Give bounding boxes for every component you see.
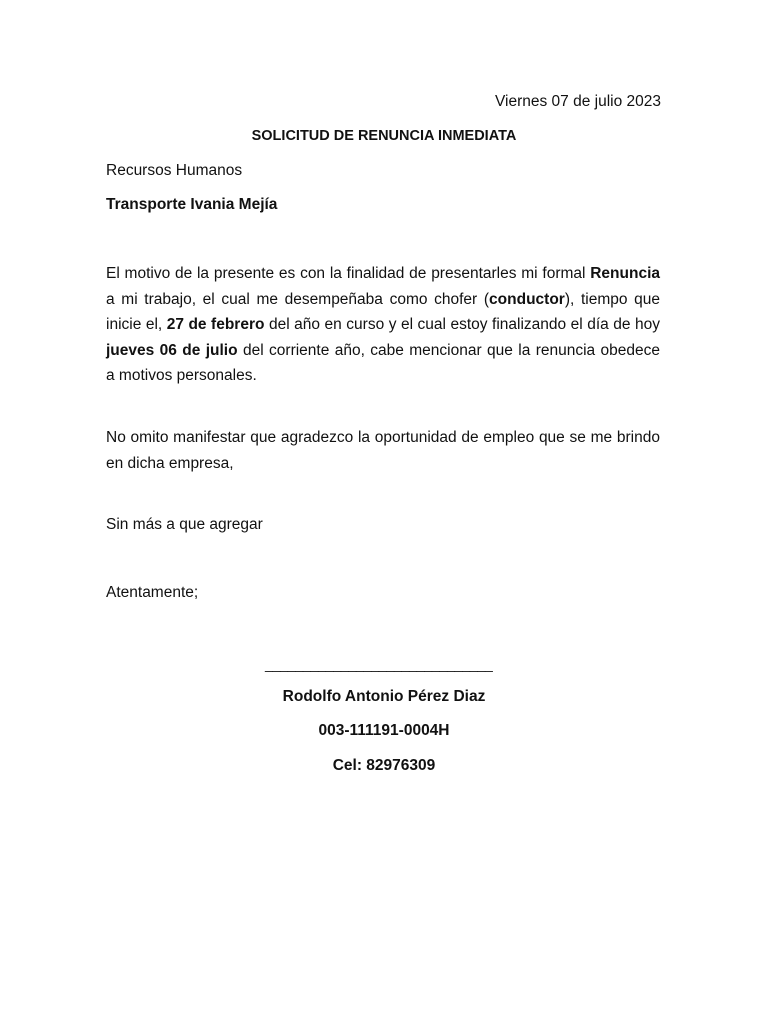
- signer-id: 003-111191-0004H: [318, 722, 450, 739]
- paragraph-bold-text: conductor: [489, 290, 565, 308]
- paragraph-bold-text: 27 de febrero: [166, 316, 265, 333]
- signature-line: ______________________________: [265, 656, 493, 672]
- recipient-company: Transporte Ivania Mejía: [106, 196, 278, 213]
- paragraph-bold-text: Renuncia: [590, 265, 660, 282]
- paragraph-text: ), tiempo que inicie el,: [106, 290, 661, 333]
- body-paragraph-2: No omito manifestar que agradezco la oportunidad de empleo que se me brindo en dicha empresa,: [106, 429, 660, 472]
- recipient-department: Recursos Humanos: [106, 162, 243, 179]
- closing-line: Sin más a que agregar: [106, 516, 263, 533]
- paragraph-text: a mi trabajo, el cual me desempeñaba como chofer (: [106, 290, 490, 308]
- paragraph-text: del corriente año, cabe mencionar que la renuncia obedece a motivos personales.: [106, 341, 661, 384]
- paragraph-text: del año en curso y el cual estoy finalizando el día de hoy: [264, 316, 660, 333]
- signer-phone: Cel: 82976309: [332, 757, 436, 774]
- signer-name: Rodolfo Antonio Pérez Diaz: [282, 688, 486, 705]
- paragraph-bold-text: jueves 06 de julio: [106, 341, 238, 359]
- body-paragraph-1: [106, 261, 660, 389]
- paragraph-text: El motivo de la presente es con la finalidad de presentarles mi formal: [106, 265, 591, 282]
- letter-title: SOLICITUD DE RENUNCIA INMEDIATA: [251, 128, 517, 144]
- closing-salutation: Atentamente;: [106, 584, 199, 601]
- letter-date: Viernes 07 de julio 2023: [494, 93, 661, 110]
